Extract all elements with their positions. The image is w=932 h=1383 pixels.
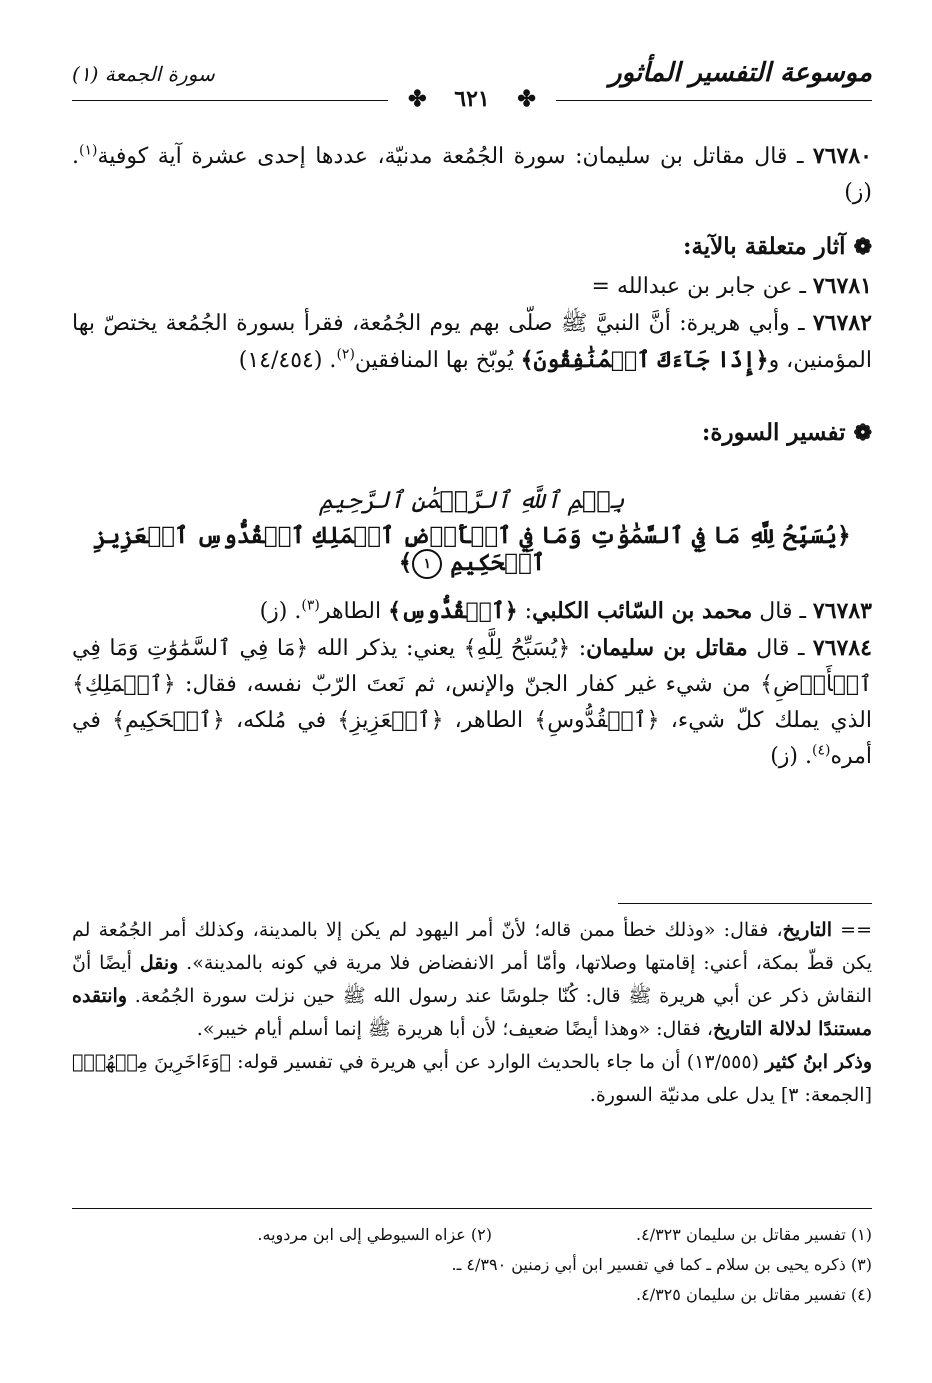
commentary-text: (١٣/٥٥٥) أن ما جاء بالحديث الوارد عن أبي هريرة في تفسير قوله: ﴿وَءَاخَرِينَ مِنۡهُمۡ﴾ [الجمعة: ٣] يدل على مدنيّة السورة. [72,1051,872,1106]
footnotes [72,1220,872,1310]
entry-text: الطاهر [319,599,389,624]
quran-quote: ﴿ٱلۡقُدُّوسِ﴾ [388,598,518,624]
page-header [72,54,872,112]
entry-text: : [517,599,533,624]
footnote-ref[interactable]: (٢) [336,346,355,363]
quran-quote: ﴿إِذَا جَآءَكَ ٱلۡمُنَٰفِقُونَ﴾ [520,347,769,373]
entry-number: ٧٦٧٨٠ [812,143,872,169]
flower-ornament-icon: ❁ [853,420,872,446]
narrator-name: محمد بن السّائب الكلبي [532,598,753,624]
quran-verse [72,522,872,579]
bold-term: ونقل [139,952,179,974]
entry-76781 [72,268,872,305]
commentary-separator [618,903,872,904]
surah-label: سورة الجمعة (١) [72,62,215,86]
commentary-text: ، فقال: «وهذا أيضًا ضعيف؛ لأن أبا هريرة ﷺ إنما أسلم أيام خيبر». [196,1018,714,1040]
commentary-block [72,914,872,1112]
footnote-4: (٤) تفسير مقاتل بن سليمان ٤/٣٢٥. [636,1285,872,1304]
entry-tail: . (ز) [72,144,872,205]
footnote-2: (٢) عزاه السيوطي إلى ابن مردويه. [257,1225,492,1244]
entry-number: ٧٦٧٨٣ [812,598,872,624]
entry-76780 [72,138,872,211]
flower-ornament-icon: ❁ [853,234,872,260]
entry-number: ٧٦٧٨١ [812,273,872,299]
footnote-row [72,1220,872,1250]
basmala: بِسۡمِ ٱللَّهِ ٱلرَّحۡمَٰنِ ٱلرَّحِيمِ [319,486,625,514]
footnote-rule [72,1208,872,1209]
entry-text: ـ وأبي هريرة: أنَّ النبيَّ ﷺ صلّى بهم يوم الجُمُعة، فقرأ بسورة الجُمُعة يختصّ بها المؤمنين، و [72,311,872,373]
bold-term: وذكر ابنُ كثير [765,1051,873,1073]
page-number: ٦٢١ [444,86,499,112]
footnote-ref[interactable]: (٤) [811,742,831,759]
entry-text: ـ قال مقاتل بن سليمان: سورة الجُمُعة مدنيّة، عددها إحدى عشرة آية كوفية [97,144,813,169]
footnote-1: (١) تفسير مقاتل بن سليمان ٤/٣٢٣. [636,1225,872,1244]
entry-text: ـ قال [747,636,813,661]
entry-tail: . (ز) [770,744,812,769]
commentary-para-2 [72,1046,872,1112]
entry-number: ٧٦٧٨٢ [812,310,872,336]
entry-text: يُوبّخ بها المنافقين [354,348,521,373]
bold-term: وانتقده مستندًا لدلالة التاريخ [72,985,872,1040]
commentary-text: ، فقال: «وذلك خطأ ممن قاله؛ لأنّ أمر اليهود لم يكن إلا بالمدينة، وكذلك أمر الجُمُعة لم يكن قطّ بمكة، أعني: إقامتها وصلاتها، وأمّا أمر الانفضاض فلا مرية في كونه بالمدينة». [72,919,872,974]
entry-text: ـ قال [752,599,813,624]
entry-76784 [72,630,872,775]
ayah-number-icon: ١ [412,549,442,579]
footnote-3: (٣) ذكره يحيى بن سلام ـ كما في تفسير ابن أبي زمنين ٤/٣٩٠ ـ. [451,1255,872,1274]
main-text [72,138,872,775]
narrator-name: مقاتل بن سليمان [586,635,748,661]
book-title: موسوعة التفسير المأثور [609,58,872,88]
section-heading-athar [72,233,872,260]
page-number-wrap [72,86,872,112]
bold-term: التاريخ [782,919,832,941]
ornament-icon: ✤ [398,86,444,112]
entry-tail: . (١٤/٤٥٤) [238,348,337,373]
entry-76783 [72,593,872,630]
entry-number: ٧٦٧٨٤ [812,635,872,661]
ornament-icon: ✤ [500,86,546,112]
entry-76782 [72,305,872,379]
commentary-para-1: == التاريخ، فقال: «وذلك خطأ ممن قاله؛ لأنّ أمر اليهود لم يكن إلا بالمدينة، وكذلك أمر الجُمُعة لم يكن قطّ بمكة، أعني: إقامتها وصلاتها، وأمّا أمر الانفضاض فلا مرية في كونه بالمدينة». ونقل أيضًا أنّ النقاش ذكر عن أبي هريرة ﷺ قال: كُنّا جلوسًا عند رسول الله ﷺ حين نزلت سورة الجُمُعة. وانتقده مستندًا لدلالة التاريخ، فقال: «وهذا أيضًا ضعيف؛ لأن أبا هريرة ﷺ إنما أسلم أيام خيبر». [72,919,872,1040]
verse-bracket: ﴾ [398,549,413,576]
heading-text: تفسير السورة: [701,419,846,446]
footnote-ref[interactable]: (١) [79,142,98,159]
section-heading-tafsir [72,419,872,446]
heading-text: آثار متعلقة بالآية: [682,233,846,260]
entry-text: ـ عن جابر بن عبدالله = [591,274,813,299]
footnote-ref[interactable]: (٣) [301,597,320,614]
entry-text: : ﴿يُسَبِّحُ لِلَّهِ﴾ يعني: يذكر الله ﴿مَا فِي ٱلسَّمَٰوَٰتِ وَمَا فِي ٱلۡأَرۡضِ﴾ من شيء غير كفار الجنّ والإنس، ثم نَعتَ الرّبّ نفسه، فقال: ﴿ٱلۡمَلِكِ﴾ الذي يملك كلّ شيء، ﴿ٱلۡقُدُّوسِ﴾ الطاهر، ﴿ٱلۡعَزِيزِ﴾ في مُلكه، ﴿ٱلۡحَكِيمِ﴾ في أمره [72,636,872,769]
entry-tail: . (ز) [259,599,302,624]
commentary-text: أيضًا أنّ النقاش ذكر عن أبي هريرة ﷺ قال: كُنّا جلوسًا عند رسول الله ﷺ حين نزلت سورة الجُمُعة. [72,952,872,1007]
verse-text: ﴿يُسَبِّحُ لِلَّهِ مَا فِي ٱلسَّمَٰوَٰتِ وَمَا فِي ٱلۡأَرۡضِ ٱلۡمَلِكِ ٱلۡقُدُّوسِ ٱلۡعَزِيزِ ٱلۡحَكِيمِ [93,522,851,576]
